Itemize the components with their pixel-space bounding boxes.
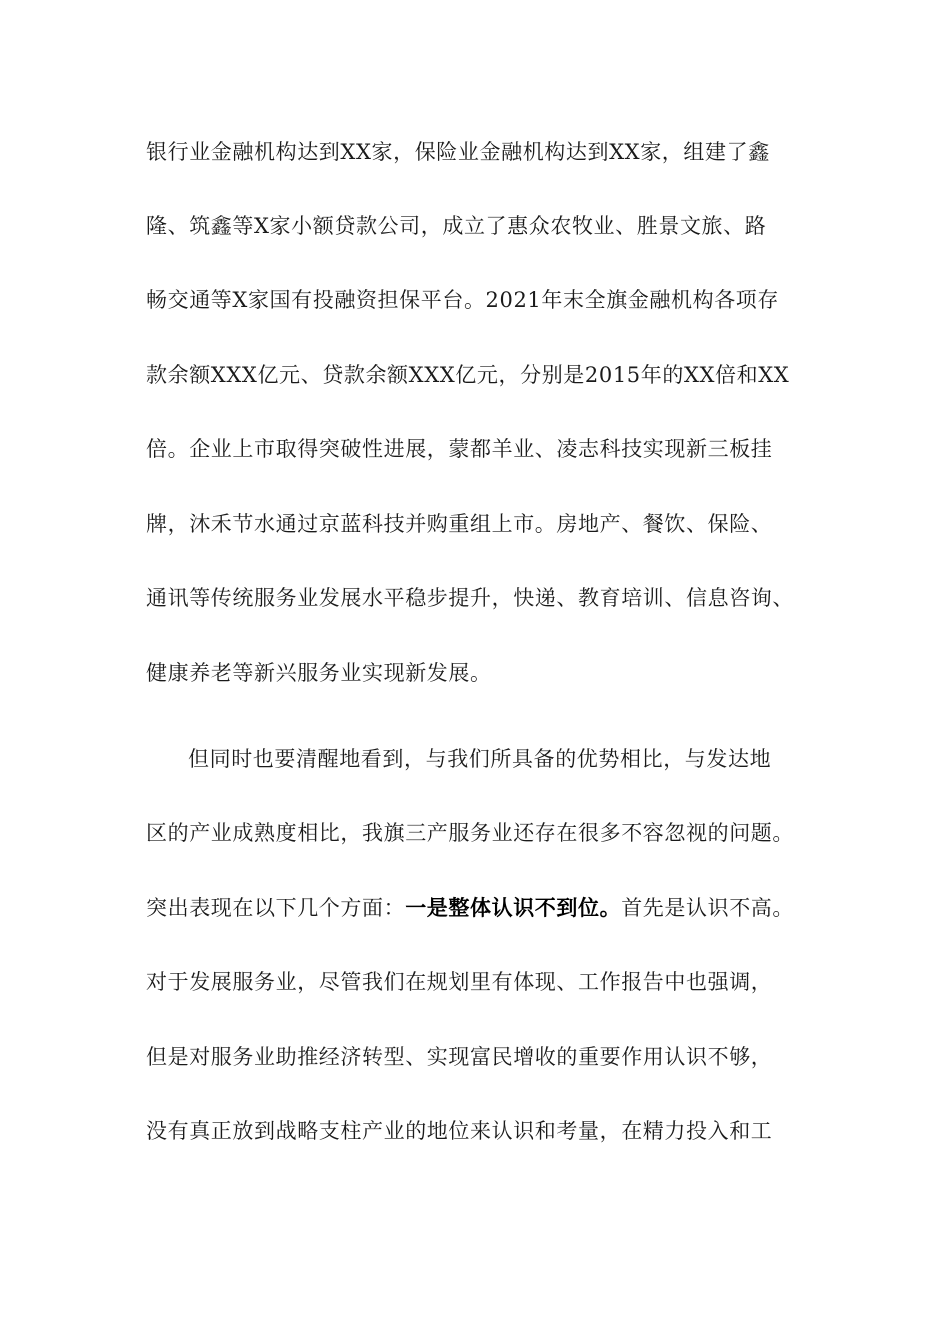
paragraph-first-line: 但同时也要清醒地看到，与我们所具备的优势相比，与发达地 (188, 747, 772, 771)
body-text-line: 款余额XXX亿元、贷款余额XXX亿元，分别是2015年的XX倍和XX (146, 363, 790, 387)
body-text-line: 牌，沐禾节水通过京蓝科技并购重组上市。房地产、餐饮、保险、 (146, 512, 773, 536)
body-text-line-with-emphasis (146, 888, 826, 928)
body-text-span: 首先是认识不高。 (621, 896, 795, 920)
body-text-line: 健康养老等新兴服务业实现新发展。 (146, 661, 492, 685)
body-text-line: 银行业金融机构达到XX家，保险业金融机构达到XX家，组建了鑫 (146, 140, 770, 164)
body-text-line: 区的产业成熟度相比，我旗三产服务业还存在很多不容忽视的问题。 (146, 821, 794, 845)
body-text-line: 对于发展服务业，尽管我们在规划里有体现、工作报告中也强调， (146, 970, 773, 994)
body-text-line: 隆、筑鑫等X家小额贷款公司，成立了惠众农牧业、胜景文旅、路 (146, 214, 767, 238)
body-text-line: 通讯等传统服务业发展水平稳步提升，快递、教育培训、信息咨询、 (146, 586, 794, 610)
emphasis-heading: 一是整体认识不到位。 (405, 895, 622, 920)
body-text-line: 畅交通等X家国有投融资担保平台。2021年末全旗金融机构各项存 (146, 288, 779, 312)
body-text-line: 但是对服务业助推经济转型、实现富民增收的重要作用认识不够， (146, 1045, 773, 1069)
body-text-span: 突出表现在以下几个方面： (146, 896, 406, 920)
body-text-line: 倍。企业上市取得突破性进展，蒙都羊业、凌志科技实现新三板挂 (146, 437, 773, 461)
body-text-line: 没有真正放到战略支柱产业的地位来认识和考量，在精力投入和工 (146, 1119, 773, 1143)
